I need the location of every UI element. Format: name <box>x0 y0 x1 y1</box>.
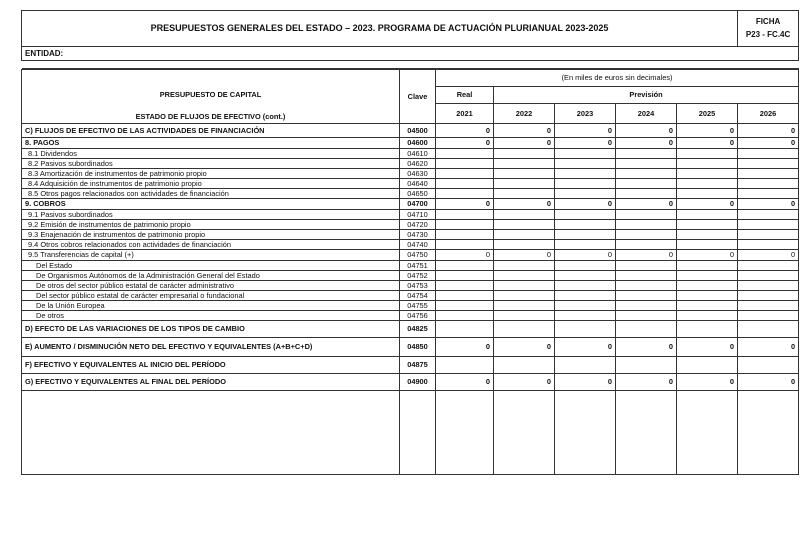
value-cell: 0 <box>494 124 555 138</box>
row-label: 9.2 Emisión de instrumentos de patrimonio propio <box>22 220 400 230</box>
row-label: 9.4 Otros cobros relacionados con actividades de financiación <box>22 240 400 250</box>
value-cell <box>616 220 677 230</box>
table-row <box>22 210 799 220</box>
row-clave: 04610 <box>400 149 436 159</box>
value-cell <box>555 230 616 240</box>
table-row <box>22 291 799 301</box>
value-cell <box>555 301 616 311</box>
value-cell <box>738 240 799 250</box>
value-cell <box>436 220 494 230</box>
value-cell <box>616 179 677 189</box>
value-cell <box>494 240 555 250</box>
value-cell: 0 <box>436 374 494 391</box>
value-cell: 0 <box>738 138 799 149</box>
value-cell <box>677 169 738 179</box>
table-row <box>22 301 799 311</box>
value-cell <box>677 261 738 271</box>
row-label: 8. PAGOS <box>22 138 400 149</box>
units-note: (En miles de euros sin decimales) <box>436 70 799 87</box>
value-cell <box>494 311 555 321</box>
year-header: 2026 <box>738 104 799 124</box>
row-clave: 04700 <box>400 199 436 210</box>
value-cell: 0 <box>436 138 494 149</box>
value-cell <box>555 220 616 230</box>
row-label: De Organismos Autónomos de la Administración General del Estado <box>22 271 400 281</box>
value-cell <box>494 149 555 159</box>
value-cell <box>616 189 677 199</box>
value-cell: 0 <box>738 374 799 391</box>
value-cell <box>738 271 799 281</box>
value-cell <box>555 291 616 301</box>
value-cell <box>436 281 494 291</box>
row-label: 8.3 Amortización de instrumentos de patrimonio propio <box>22 169 400 179</box>
row-label: 9.1 Pasivos subordinados <box>22 210 400 220</box>
value-cell <box>494 271 555 281</box>
value-cell: 0 <box>494 338 555 357</box>
row-label: De otros del sector público estatal de carácter administrativo <box>22 281 400 291</box>
value-cell <box>616 210 677 220</box>
value-cell <box>555 271 616 281</box>
value-cell <box>738 149 799 159</box>
value-cell: 0 <box>436 124 494 138</box>
row-clave: 04600 <box>400 138 436 149</box>
row-clave: 04710 <box>400 210 436 220</box>
value-cell <box>555 357 616 374</box>
row-label: 8.2 Pasivos subordinados <box>22 159 400 169</box>
value-cell: 0 <box>677 124 738 138</box>
budget-form-table <box>21 10 799 69</box>
value-cell <box>677 149 738 159</box>
value-cell <box>616 149 677 159</box>
value-cell <box>677 230 738 240</box>
value-cell <box>555 210 616 220</box>
row-clave: 04754 <box>400 291 436 301</box>
value-cell <box>677 159 738 169</box>
value-cell <box>436 357 494 374</box>
value-cell <box>555 149 616 159</box>
row-clave: 04900 <box>400 374 436 391</box>
value-cell <box>494 291 555 301</box>
value-cell: 0 <box>555 138 616 149</box>
value-cell <box>555 321 616 338</box>
value-cell <box>738 220 799 230</box>
value-cell <box>677 311 738 321</box>
row-label: E) AUMENTO / DISMINUCIÓN NETO DEL EFECTIVO Y EQUIVALENTES (A+B+C+D) <box>22 338 400 357</box>
section-subtitle: ESTADO DE FLUJOS DE EFECTIVO (cont.) <box>135 111 286 121</box>
value-cell <box>555 159 616 169</box>
value-cell: 0 <box>555 374 616 391</box>
value-cell: 0 <box>738 124 799 138</box>
table-row <box>22 311 799 321</box>
value-cell: 0 <box>555 338 616 357</box>
value-cell <box>616 291 677 301</box>
year-header: 2021 <box>436 104 494 124</box>
value-cell <box>677 271 738 281</box>
value-cell <box>555 189 616 199</box>
year-header: 2023 <box>555 104 616 124</box>
year-header: 2025 <box>677 104 738 124</box>
table-row <box>22 159 799 169</box>
table-row <box>22 357 799 374</box>
row-label: F) EFECTIVO Y EQUIVALENTES AL INICIO DEL PERÍODO <box>22 357 400 374</box>
value-cell <box>436 321 494 338</box>
value-cell <box>738 169 799 179</box>
value-cell <box>738 281 799 291</box>
row-clave: 04850 <box>400 338 436 357</box>
cash-flow-table <box>21 69 799 475</box>
value-cell: 0 <box>494 199 555 210</box>
section-title: PRESUPUESTO DE CAPITAL <box>159 90 262 100</box>
table-row <box>22 189 799 199</box>
value-cell <box>436 179 494 189</box>
value-cell: 0 <box>677 199 738 210</box>
table-row <box>22 338 799 357</box>
value-cell <box>677 179 738 189</box>
table-row <box>22 220 799 230</box>
value-cell <box>738 230 799 240</box>
row-clave: 04640 <box>400 179 436 189</box>
value-cell <box>494 321 555 338</box>
row-clave: 04740 <box>400 240 436 250</box>
row-clave: 04720 <box>400 220 436 230</box>
value-cell <box>436 311 494 321</box>
value-cell: 0 <box>494 138 555 149</box>
value-cell <box>555 261 616 271</box>
document-title: PRESUPUESTOS GENERALES DEL ESTADO – 2023. PROGRAMA DE ACTUACIÓN PLURIANUAL 2023-2025 <box>22 11 738 47</box>
value-cell <box>677 357 738 374</box>
value-cell <box>677 220 738 230</box>
row-clave: 04753 <box>400 281 436 291</box>
table-row <box>22 230 799 240</box>
row-label: 9.5 Transferencias de capital (+) <box>22 250 400 261</box>
row-clave: 04500 <box>400 124 436 138</box>
value-cell <box>738 159 799 169</box>
value-cell: 0 <box>555 250 616 261</box>
value-cell: 0 <box>738 199 799 210</box>
value-cell <box>494 169 555 179</box>
value-cell <box>738 179 799 189</box>
row-clave: 04730 <box>400 230 436 240</box>
value-cell <box>677 281 738 291</box>
table-row <box>22 124 799 138</box>
value-cell <box>555 311 616 321</box>
table-row <box>22 271 799 281</box>
value-cell: 0 <box>677 250 738 261</box>
value-cell <box>436 271 494 281</box>
table-row <box>22 321 799 338</box>
real-header: Real <box>436 87 494 104</box>
table-row <box>22 250 799 261</box>
row-clave: 04750 <box>400 250 436 261</box>
blank-area <box>22 391 799 475</box>
document-page <box>21 10 798 475</box>
value-cell: 0 <box>616 124 677 138</box>
entidad-label: ENTIDAD: <box>22 47 799 61</box>
table-row <box>22 199 799 210</box>
value-cell <box>494 159 555 169</box>
value-cell: 0 <box>436 250 494 261</box>
value-cell: 0 <box>677 374 738 391</box>
value-cell <box>677 210 738 220</box>
prevision-header: Previsión <box>494 87 799 104</box>
value-cell: 0 <box>677 138 738 149</box>
value-cell <box>494 189 555 199</box>
row-label: C) FLUJOS DE EFECTIVO DE LAS ACTIVIDADES DE FINANCIACIÓN <box>22 124 400 138</box>
row-label: 8.1 Dividendos <box>22 149 400 159</box>
value-cell <box>436 230 494 240</box>
table-row <box>22 138 799 149</box>
value-cell: 0 <box>616 250 677 261</box>
value-cell <box>436 301 494 311</box>
value-cell: 0 <box>436 338 494 357</box>
value-cell: 0 <box>436 199 494 210</box>
ficha-code: P23 - FC.4C <box>745 29 791 39</box>
row-label: Del Estado <box>22 261 400 271</box>
value-cell: 0 <box>616 374 677 391</box>
value-cell: 0 <box>494 374 555 391</box>
value-cell <box>677 291 738 301</box>
value-cell: 0 <box>616 138 677 149</box>
value-cell <box>436 189 494 199</box>
value-cell <box>738 311 799 321</box>
row-clave: 04755 <box>400 301 436 311</box>
value-cell <box>738 357 799 374</box>
row-label: De la Unión Europea <box>22 301 400 311</box>
value-cell: 0 <box>555 199 616 210</box>
row-label: Del sector público estatal de carácter empresarial o fundacional <box>22 291 400 301</box>
value-cell <box>616 301 677 311</box>
table-row <box>22 240 799 250</box>
value-cell <box>494 357 555 374</box>
value-cell <box>616 281 677 291</box>
table-row <box>22 281 799 291</box>
value-cell: 0 <box>738 338 799 357</box>
value-cell <box>616 230 677 240</box>
value-cell <box>436 210 494 220</box>
year-header: 2024 <box>616 104 677 124</box>
row-clave: 04751 <box>400 261 436 271</box>
value-cell <box>494 281 555 291</box>
table-row <box>22 179 799 189</box>
value-cell <box>494 210 555 220</box>
table-row <box>22 149 799 159</box>
value-cell: 0 <box>677 338 738 357</box>
row-clave: 04752 <box>400 271 436 281</box>
value-cell <box>616 311 677 321</box>
row-clave: 04620 <box>400 159 436 169</box>
row-label: D) EFECTO DE LAS VARIACIONES DE LOS TIPOS DE CAMBIO <box>22 321 400 338</box>
value-cell <box>494 179 555 189</box>
value-cell <box>738 291 799 301</box>
table-row <box>22 374 799 391</box>
value-cell <box>555 169 616 179</box>
row-clave: 04630 <box>400 169 436 179</box>
row-label: De otros <box>22 311 400 321</box>
value-cell <box>616 357 677 374</box>
value-cell: 0 <box>738 250 799 261</box>
value-cell <box>494 261 555 271</box>
year-header: 2022 <box>494 104 555 124</box>
row-label: 8.5 Otros pagos relacionados con actividades de financiación <box>22 189 400 199</box>
value-cell: 0 <box>494 250 555 261</box>
table-row <box>22 261 799 271</box>
table-row <box>22 169 799 179</box>
row-label: 9.3 Enajenación de instrumentos de patrimonio propio <box>22 230 400 240</box>
value-cell <box>677 189 738 199</box>
value-cell <box>436 261 494 271</box>
value-cell <box>436 240 494 250</box>
value-cell <box>738 301 799 311</box>
value-cell <box>616 261 677 271</box>
clave-header: Clave <box>400 70 436 124</box>
row-label: 8.4 Adquisición de instrumentos de patrimonio propio <box>22 179 400 189</box>
value-cell <box>738 210 799 220</box>
value-cell <box>738 189 799 199</box>
value-cell <box>436 291 494 301</box>
value-cell: 0 <box>616 199 677 210</box>
value-cell <box>494 230 555 240</box>
value-cell <box>436 169 494 179</box>
value-cell <box>738 321 799 338</box>
value-cell <box>616 321 677 338</box>
value-cell <box>677 240 738 250</box>
value-cell <box>616 271 677 281</box>
value-cell <box>738 261 799 271</box>
row-label: 9. COBROS <box>22 199 400 210</box>
value-cell <box>494 220 555 230</box>
value-cell <box>616 159 677 169</box>
value-cell <box>555 240 616 250</box>
ficha-label: FICHA <box>755 16 781 26</box>
value-cell <box>616 169 677 179</box>
row-clave: 04825 <box>400 321 436 338</box>
row-clave: 04650 <box>400 189 436 199</box>
value-cell <box>677 321 738 338</box>
row-label: G) EFECTIVO Y EQUIVALENTES AL FINAL DEL PERÍODO <box>22 374 400 391</box>
value-cell <box>555 281 616 291</box>
value-cell <box>677 301 738 311</box>
row-clave: 04756 <box>400 311 436 321</box>
value-cell <box>616 240 677 250</box>
value-cell <box>494 301 555 311</box>
value-cell: 0 <box>616 338 677 357</box>
value-cell <box>436 159 494 169</box>
value-cell <box>555 179 616 189</box>
row-clave: 04875 <box>400 357 436 374</box>
value-cell <box>436 149 494 159</box>
ficha-box <box>738 11 799 47</box>
value-cell: 0 <box>555 124 616 138</box>
